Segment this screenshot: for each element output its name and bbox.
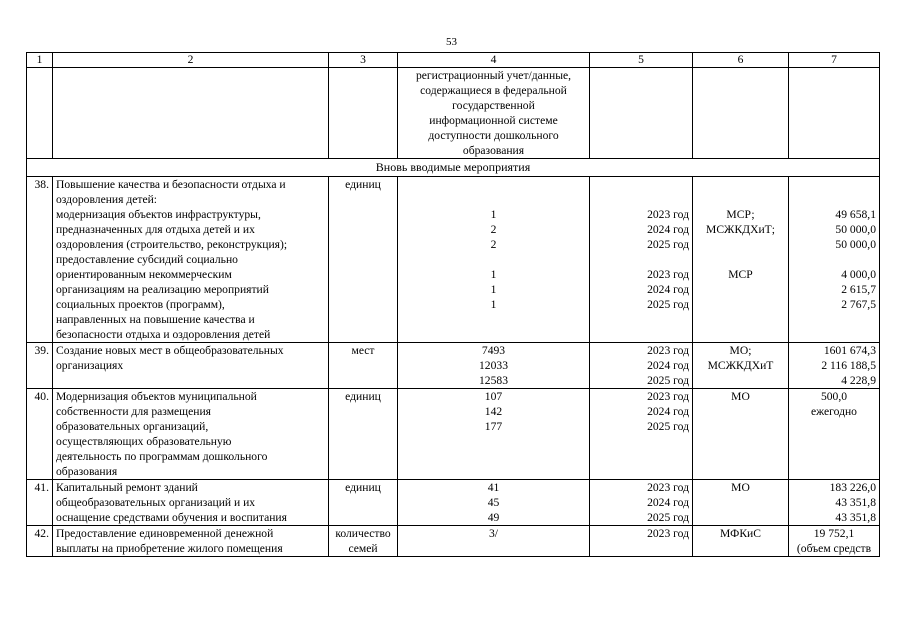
column-header: 7 — [789, 53, 880, 68]
row-executor: МФКиС — [693, 526, 789, 557]
page-number: 53 — [446, 36, 457, 48]
row-description: Модернизация объектов муниципальной собственности для размещения образовательных организаций, осуществляющих образовательную деятельность по программам дошкольного образования — [53, 389, 329, 480]
row-description: Повышение качества и безопасности отдыха и оздоровления детей: модернизация объектов инфраструктуры, предназначенных для отдыха детей и их оздоровления (строительство, реконструкция); предоставление субсидий социально ориентированным некоммерческим организациям на реализацию мероприятий социальных проектов (программ), направленных на повышение качества и безопасности отдыха и оздоровления детей — [53, 177, 329, 343]
row-unit: единиц — [329, 480, 398, 526]
column-header: 6 — [693, 53, 789, 68]
row-values: 107 142 177 — [398, 389, 590, 480]
row-funding: 49 658,1 50 000,0 50 000,0 4 000,0 2 615,7 2 767,5 — [789, 177, 880, 343]
row-unit: единиц — [329, 389, 398, 480]
row-values: 7493 12033 12583 — [398, 343, 590, 389]
table-row — [27, 389, 880, 480]
column-header: 2 — [53, 53, 329, 68]
row-values: 41 45 49 — [398, 480, 590, 526]
row-number: 39. — [27, 343, 53, 389]
row-description: Капитальный ремонт зданий общеобразовательных организаций и их оснащение средствами обучения и воспитания — [53, 480, 329, 526]
column-header: 3 — [329, 53, 398, 68]
column-header-row — [27, 53, 880, 68]
row-executor: МО — [693, 480, 789, 526]
continuation-row — [27, 68, 880, 159]
row-number: 40. — [27, 389, 53, 480]
row-funding: 183 226,0 43 351,8 43 351,8 — [789, 480, 880, 526]
column-header: 5 — [590, 53, 693, 68]
row-executor: МСР; МСЖКДХиТ; МСР — [693, 177, 789, 343]
section-row — [27, 159, 880, 177]
table-row — [27, 480, 880, 526]
row-years: 2023 год — [590, 526, 693, 557]
row-unit: мест — [329, 343, 398, 389]
row-funding: 1601 674,3 2 116 188,5 4 228,9 — [789, 343, 880, 389]
row-description: Создание новых мест в общеобразовательных организациях — [53, 343, 329, 389]
table-row — [27, 343, 880, 389]
row-unit: количество семей — [329, 526, 398, 557]
continuation-text: регистрационный учет/данные, содержащиеся в федеральной государственной информационной системе доступности дошкольного образования — [398, 68, 590, 159]
section-title: Вновь вводимые мероприятия — [27, 159, 880, 177]
row-years: 2023 год 2024 год 2025 год — [590, 389, 693, 480]
row-number: 42. — [27, 526, 53, 557]
row-years: 2023 год 2024 год 2025 год — [590, 480, 693, 526]
row-values: 1 2 2 1 1 1 — [398, 177, 590, 343]
table-row — [27, 526, 880, 557]
row-description: Предоставление единовременной денежной выплаты на приобретение жилого помещения — [53, 526, 329, 557]
row-executor: МО; МСЖКДХиТ — [693, 343, 789, 389]
table-row — [27, 177, 880, 343]
row-number: 38. — [27, 177, 53, 343]
row-years: 2023 год 2024 год 2025 год — [590, 343, 693, 389]
column-header: 4 — [398, 53, 590, 68]
row-executor: МО — [693, 389, 789, 480]
row-funding: 500,0 ежегодно — [789, 389, 880, 480]
row-funding: 19 752,1 (объем средств — [789, 526, 880, 557]
row-number: 41. — [27, 480, 53, 526]
row-unit: единиц — [329, 177, 398, 343]
row-values: 3/ — [398, 526, 590, 557]
column-header: 1 — [27, 53, 53, 68]
row-years: 2023 год 2024 год 2025 год 2023 год 2024 год 2025 год — [590, 177, 693, 343]
measures-table — [26, 52, 880, 557]
